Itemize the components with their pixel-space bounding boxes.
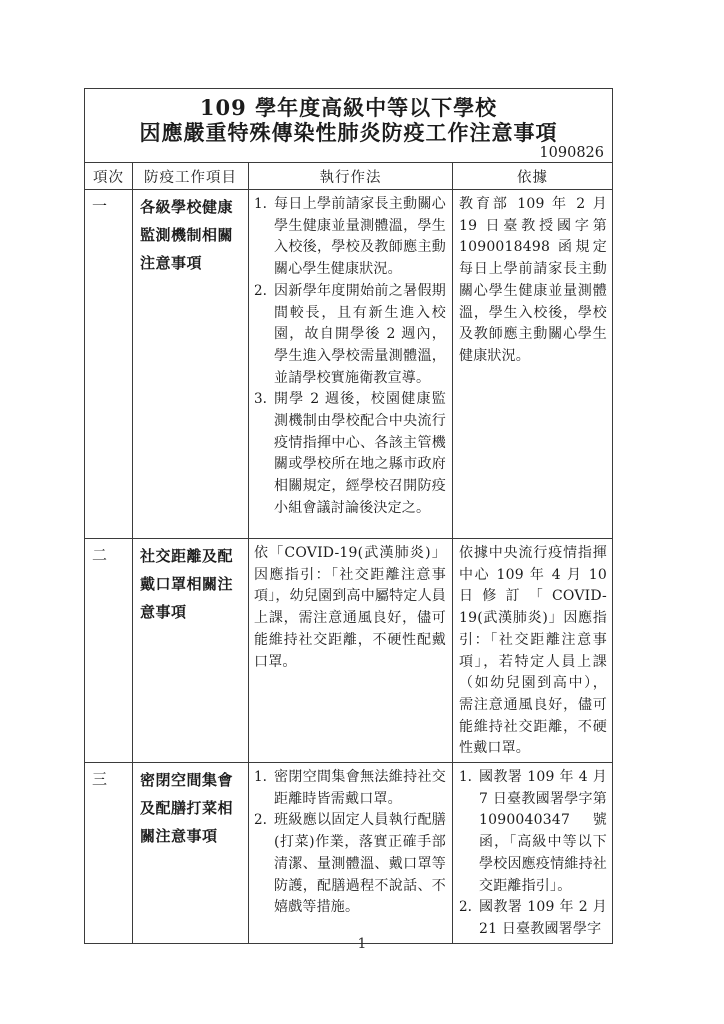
action-item	[254, 767, 446, 810]
action-item-text: 每日上學前請家長主動關心學生健康並量測體溫，學生入校後，學校及教師應主動關心學生健康狀況。	[274, 196, 446, 278]
header-work-item: 防疫工作項目	[133, 163, 249, 189]
document-title-line1: 109 學年度高級中等以下學校	[199, 95, 498, 120]
action-item	[254, 194, 446, 281]
basis-cell	[453, 539, 612, 762]
work-item-cell: 各級學校健康監測機制相關注意事項	[133, 190, 249, 538]
title-block	[85, 89, 612, 163]
basis-item	[459, 897, 607, 940]
action-item	[254, 281, 446, 390]
item-number: 2.	[254, 282, 267, 299]
header-basis: 依據	[517, 169, 548, 186]
actions-cell	[249, 763, 453, 943]
basis-item-text: 教育部 109 年 2 月 19 日臺教授國字第 1090018498 函規定每日上學前請家長主動關心學生健康並量測體溫，學生入校後，學校及教師應主動關心學生健康狀況。	[459, 196, 607, 364]
row-index-cell: 一	[85, 190, 133, 538]
document-number: 1090826	[539, 145, 604, 161]
header-index: 項次	[85, 163, 133, 189]
action-item-text: 密閉空間集會無法維持社交距離時皆需戴口罩。	[274, 769, 446, 807]
basis-cell	[453, 190, 612, 538]
action-item	[254, 389, 446, 519]
document-table	[84, 88, 613, 944]
action-item-text: 依「COVID-19(武漢肺炎)」因應指引：「社交距離注意事項」，幼兒園到高中屬特定人員上課，需注意通風良好，儘可能維持社交距離，不硬性配戴口罩。	[254, 545, 446, 670]
table-row	[85, 539, 612, 763]
basis-item	[459, 767, 607, 897]
table-row	[85, 763, 612, 943]
item-number: 2.	[459, 899, 472, 916]
action-item	[254, 810, 446, 919]
row-index-cell: 三	[85, 763, 133, 943]
basis-item-text: 依據中央流行疫情指揮中心 109 年 4 月 10 日修訂「COVID-19(武漢肺炎)」因應指引：「社交距離注意事項」，若特定人員上課（如幼兒園到高中），需注意通風良好，儘可能維持社交距離，不硬性戴口罩。	[459, 545, 607, 757]
actions-cell	[249, 190, 453, 538]
item-number: 3.	[254, 391, 267, 408]
item-number: 1.	[254, 196, 267, 212]
action-item-text: 開學 2 週後，校園健康監測機制由學校配合中央流行疫情指揮中心、各該主管機關或學校所在地之縣市政府相關規定，經學校召開防疫小組會議討論後決定之。	[274, 391, 446, 516]
action-item-text: 班級應以固定人員執行配膳(打菜)作業，落實正確手部清潔、量測體溫、戴口罩等防護，配膳過程不說話、不嬉戲等措施。	[274, 812, 446, 916]
item-number: 1.	[459, 769, 472, 786]
table-header-row	[85, 163, 612, 190]
page-number: 1	[357, 936, 367, 952]
basis-item-text: 國教署 109 年 4 月 7 日臺教國署學字第 1090040347 號函，「高級中等以下學校因應疫情維持社交距離指引」。	[479, 769, 607, 894]
header-actions: 執行作法	[249, 163, 453, 189]
work-item-cell: 密閉空間集會及配膳打菜相關注意事項	[133, 763, 249, 943]
item-number: 2.	[254, 812, 267, 829]
table-body	[85, 190, 612, 943]
basis-cell	[453, 763, 612, 943]
row-index-cell: 二	[85, 539, 133, 762]
work-item-cell: 社交距離及配戴口罩相關注意事項	[133, 539, 249, 762]
action-item-text: 因新學年度開始前之暑假期間較長，且有新生進入校園，故自開學後 2 週內，學生進入學校需量測體溫，並請學校實施衛教宣導。	[274, 282, 446, 386]
table-row	[85, 190, 612, 539]
basis-item-text: 國教署 109 年 2 月 21 日臺教國署學字	[479, 899, 607, 937]
item-number: 1.	[254, 769, 267, 786]
document-title-line2: 因應嚴重特殊傳染性肺炎防疫工作注意事項	[139, 120, 558, 145]
actions-cell	[249, 539, 453, 762]
